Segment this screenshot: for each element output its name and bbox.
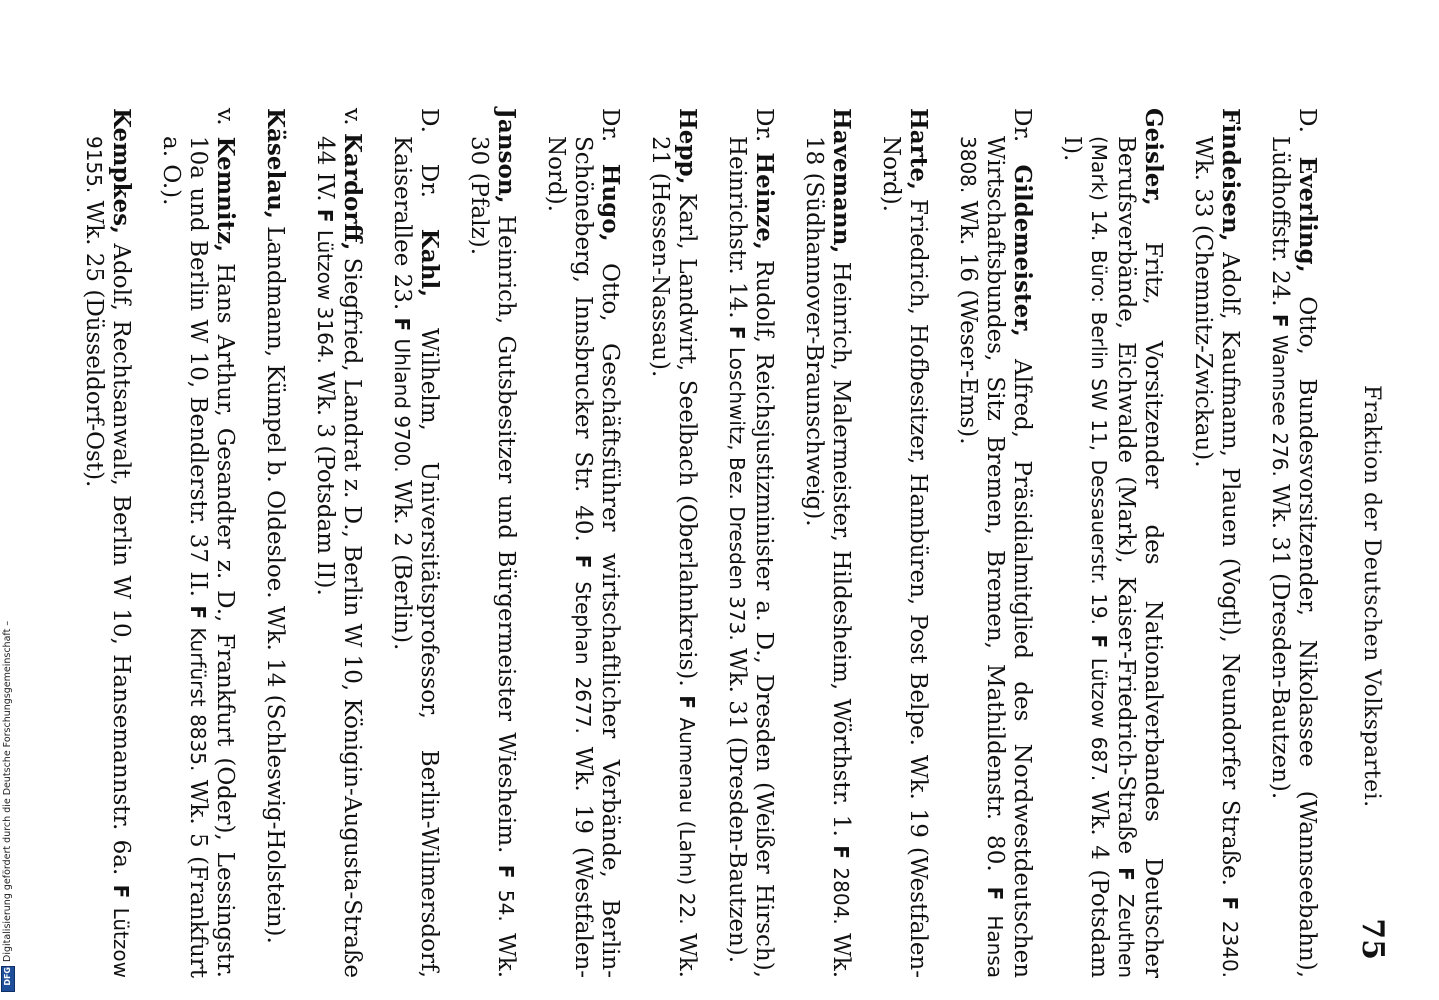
phone-mark: F	[109, 884, 133, 899]
member-name: Harte,	[905, 108, 932, 191]
phone-mark: F	[186, 605, 210, 620]
entry-prefix: D.	[1294, 108, 1320, 133]
phone-mark: F	[725, 325, 749, 340]
member-details: Heinrich, Gutsbesitzer und Bürgermeister Wiesheim.	[493, 214, 519, 854]
member-details: Siegfried, Landrat z. D., Berlin W 10, Königin-Augusta-Straße 44 IV.	[312, 136, 365, 978]
member-details: Wilhelm, Universitätsprofessor, Berlin-Wilmersdorf, Kaiserallee 23.	[389, 136, 442, 978]
list-item	[800, 108, 855, 978]
phone-mark: F	[313, 208, 337, 223]
credit-text: Digitalisierung gefördert durch die Deutsche Forschungsgemeinschaft –	[2, 620, 13, 962]
phone-number: Lützow 3164.	[313, 229, 337, 364]
member-name: Gildemeister,	[1009, 164, 1036, 337]
electoral-district: Wk. 30 (Pfalz).	[466, 136, 519, 979]
list-item	[311, 108, 366, 978]
member-name: Käselau,	[262, 108, 289, 219]
phone-mark: F	[390, 317, 414, 332]
dfg-logo-text: DFG	[3, 967, 12, 986]
list-item	[80, 108, 135, 978]
member-details: Karl, Landwirt, Seelbach (Oberlahnkreis).	[674, 193, 700, 687]
member-details: Hans Arthur, Gesandter z. D., Frankfurt (Oder), Lessingstr. 10a und Berlin W 10, Bendlerstr. 37 II.	[185, 136, 238, 978]
phone-number: Loschwitz, Bez. Dresden 373.	[725, 346, 749, 641]
phone-mark: F	[1087, 634, 1111, 649]
electoral-district: Wk. 16 (Weser-Ems).	[955, 200, 981, 445]
member-name: Everling,	[1294, 156, 1321, 273]
phone-number: Lützow 9155.	[82, 136, 133, 978]
electoral-district: Wk. 21 (Hessen-Nassau).	[647, 136, 700, 978]
phone-mark: F	[494, 864, 518, 879]
electoral-district: Wk. 2 (Berlin).	[389, 479, 415, 651]
phone-number: 2340.	[1218, 920, 1242, 979]
member-name: Havemann,	[828, 108, 855, 254]
member-details: Landmann, Kümpel b. Oldesloe.	[262, 226, 288, 599]
list-item	[261, 108, 289, 978]
entry-prefix: Dr.	[751, 108, 777, 143]
page-number: 75	[1355, 918, 1390, 960]
phone-number: Zeuthen (Mark) 14. Büro: Berlin SW 11, Dessauerstr. 19.	[1087, 136, 1138, 978]
member-name: Kardorff,	[339, 132, 366, 251]
member-details: Rudolf, Reichsjustizminister a. D., Dresden (Weißer Hirsch), Heinrichstr. 14.	[724, 136, 777, 979]
member-name: Heinze,	[751, 152, 778, 250]
member-details: Otto, Geschäftsführer wirtschaftlicher Verbände, Berlin-Schöneberg, Innsbrucker Str. 40.	[570, 136, 623, 979]
phone-number: Uhland 9700.	[390, 338, 414, 473]
phone-mark: F	[1218, 896, 1242, 911]
member-details: Heinrich, Malermeister, Hildesheim, Wörthstr. 1.	[828, 261, 854, 837]
phone-mark: F	[1114, 867, 1138, 881]
list-item	[465, 108, 520, 978]
member-name: Hugo,	[597, 163, 624, 242]
member-name: Janson,	[493, 108, 520, 204]
list-item	[157, 108, 239, 978]
member-details: Fritz, Vorsitzender des Nationalverbandes Deutscher Berufsverbände, Eichwalde (Mark), Kaiser-Friedrich-Straße	[1113, 136, 1166, 979]
list-item	[1266, 108, 1321, 978]
electoral-district: Wk. 14 (Schleswig-Holstein).	[262, 605, 288, 944]
member-details: Otto, Bundesvorsitzender, Nikolassee (Wannseebahn), Lüdhoffstr. 24.	[1267, 136, 1320, 978]
electoral-district: Wk. 18 (Südhannover-Braunschweig).	[801, 136, 854, 979]
member-name: Hepp,	[674, 108, 701, 185]
entry-prefix: Dr.	[597, 108, 623, 143]
electoral-district: Wk. 19 (Westfalen-Nord).	[543, 136, 596, 979]
electoral-district: Wk. 25 (Düsseldorf-Ost).	[81, 200, 107, 488]
phone-number: Aumenau (Lahn) 22.	[675, 717, 699, 925]
electoral-district: Wk. 4 (Potsdam I).	[1059, 136, 1112, 979]
list-item	[954, 108, 1036, 978]
member-list	[58, 108, 1321, 978]
member-name: Kempkes,	[108, 108, 135, 235]
running-title: Fraktion der Deutschen Volkspartei.	[1359, 385, 1384, 808]
list-item	[723, 108, 778, 978]
member-details: Alfred, Präsidialmitglied des Nordwestdeutschen Wirtschaftsbundes, Sitz Bremen, Bremen, Mathildenstr. 80.	[982, 136, 1035, 979]
list-item	[1189, 108, 1244, 978]
phone-mark: F	[675, 695, 699, 709]
list-item	[646, 108, 701, 978]
electoral-district: Wk. 31 (Dresden-Bautzen).	[1267, 484, 1293, 800]
entry-prefix: D. Dr.	[416, 108, 442, 198]
phone-mark: F	[571, 554, 595, 569]
entry-prefix: v.	[212, 108, 238, 126]
credit-line	[0, 600, 16, 1000]
electoral-district: Wk. 5 (Frankfurt a. O.).	[158, 136, 211, 979]
member-details: Adolf, Kaufmann, Plauen (Vogtl), Neundorfer Straße.	[1217, 252, 1243, 886]
page-header	[1344, 140, 1390, 960]
list-item	[542, 108, 624, 978]
member-name: Kemnitz,	[212, 136, 239, 253]
member-name: Geisler,	[1140, 108, 1167, 206]
phone-number: Hansa 3808.	[956, 136, 1007, 979]
electoral-district: Wk. 19 (Westfalen-Nord).	[878, 136, 931, 979]
phone-mark: F	[983, 886, 1007, 901]
list-item	[1058, 108, 1167, 978]
phone-number: Lützow 687.	[1087, 657, 1111, 782]
phone-number: Stephan 2677.	[571, 581, 595, 734]
list-item	[877, 108, 932, 978]
list-item	[388, 108, 443, 978]
entry-prefix: v.	[339, 108, 365, 126]
entry-prefix: Dr.	[1009, 108, 1035, 143]
phone-number: 2804.	[829, 867, 853, 925]
phone-mark: F	[1268, 313, 1292, 328]
member-details: Adolf, Rechtsanwalt, Berlin W 10, Hansemannstr. 6a.	[108, 243, 134, 876]
dfg-logo	[1, 966, 15, 992]
electoral-district: Wk. 3 (Potsdam II).	[312, 371, 338, 596]
phone-number: Kurfürst 8835.	[186, 627, 210, 772]
phone-mark: F	[829, 845, 853, 859]
phone-number: Wannsee 276.	[1268, 334, 1292, 477]
member-name: Findeisen,	[1217, 108, 1244, 242]
member-details: Friedrich, Hofbesitzer, Hambüren, Post Belpe.	[905, 198, 931, 746]
phone-number: 54.	[494, 889, 518, 922]
member-name: Kahl,	[416, 228, 443, 298]
electoral-district: Wk. 31 (Dresden-Bautzen).	[724, 648, 750, 964]
electoral-district: Wk. 33 (Chemnitz-Zwickau).	[1190, 136, 1216, 468]
